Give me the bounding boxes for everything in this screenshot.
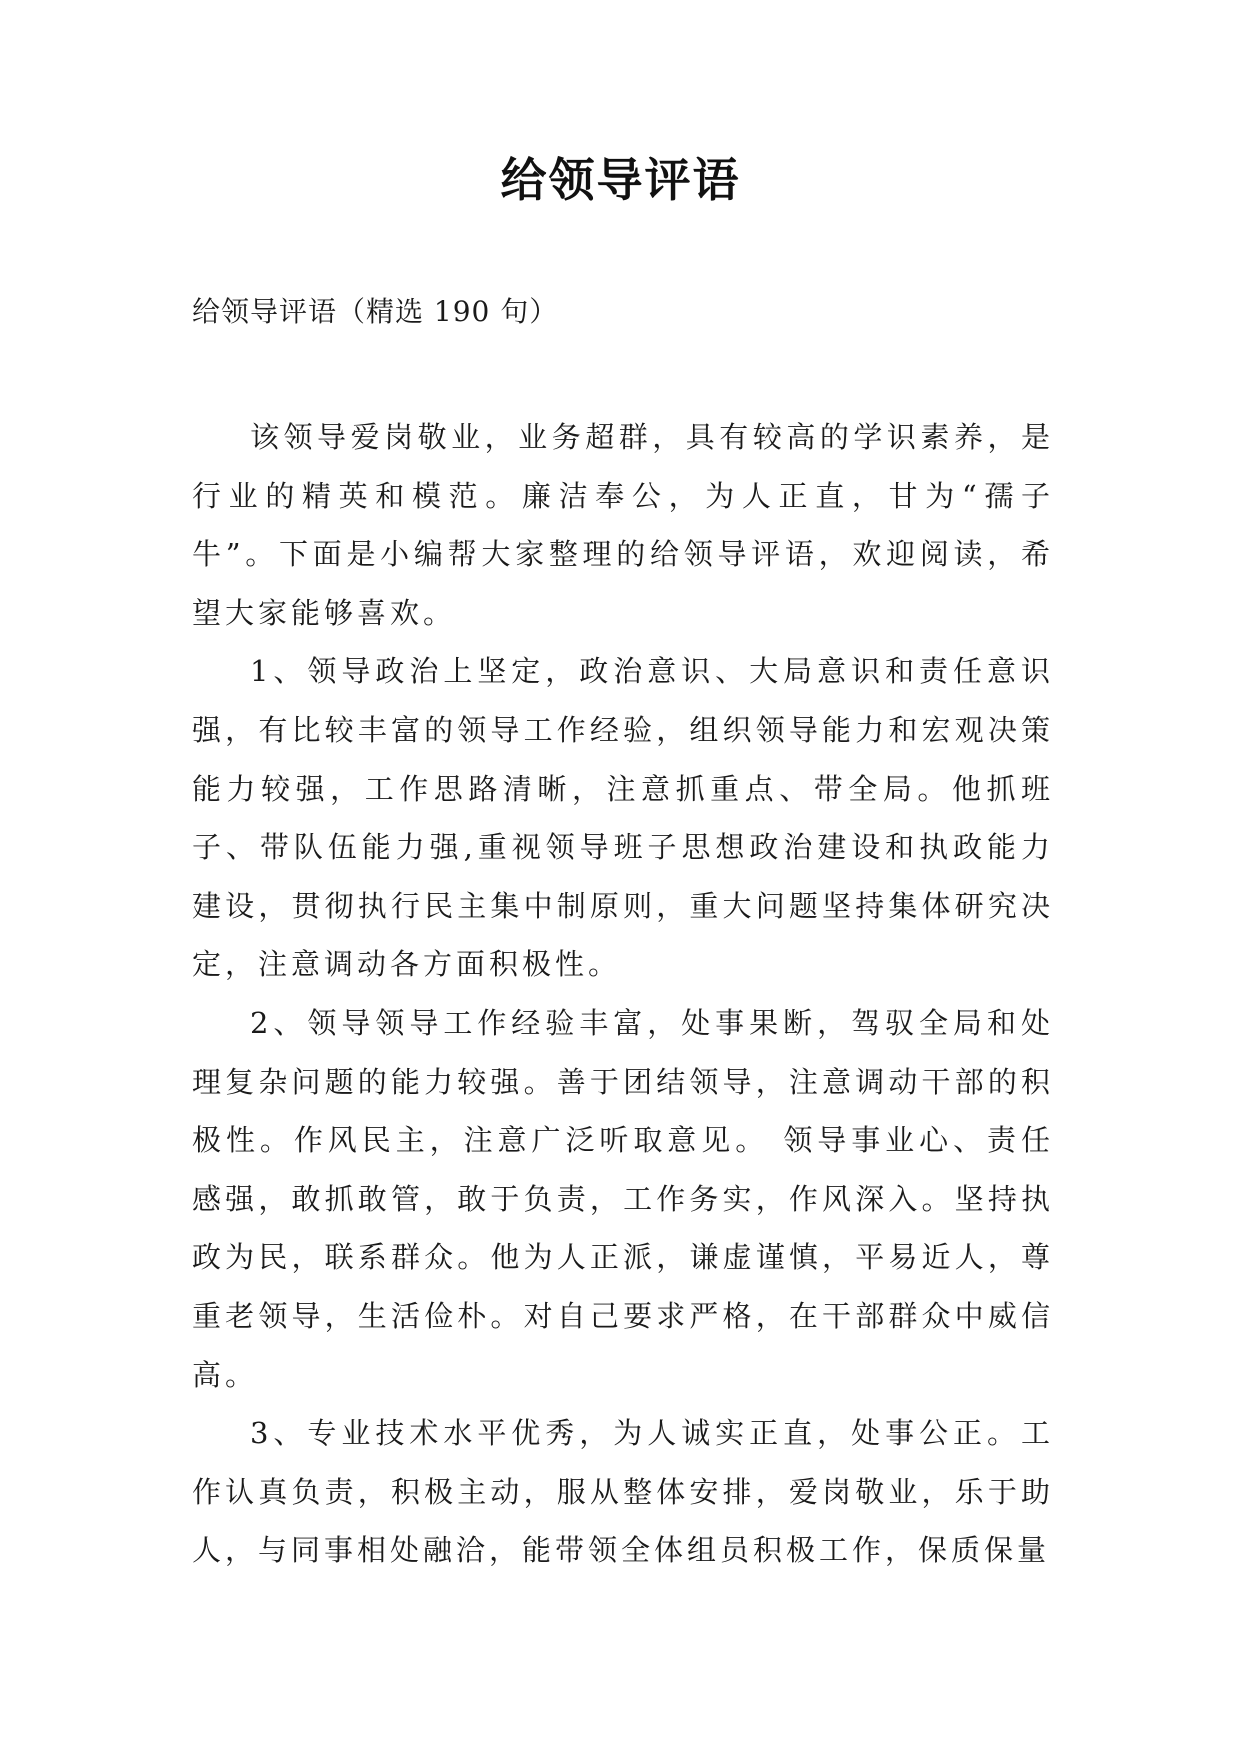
document-body bbox=[192, 408, 1054, 1580]
document-subtitle: 给领导评语（精选 190 句） bbox=[192, 295, 559, 328]
paragraph-item-2: 2、领导领导工作经验丰富，处事果断，驾驭全局和处理复杂问题的能力较强。善于团结领导，注意调动干部的积极性。作风民主，注意广泛听取意见。 领导事业心、责任感强，敢抓敢管，敢于负责，工作务实，作风深入。坚持执政为民，联系群众。他为人正派，谦虚谨慎，平易近人，尊重老领导，生活俭朴。对自己要求严格，在干部群众中威信高。 bbox=[192, 1005, 1054, 1392]
paragraph-intro: 该领导爱岗敬业，业务超群，具有较高的学识素养，是行业的精英和模范。廉洁奉公，为人正直，甘为“孺子牛”。下面是小编帮大家整理的给领导评语，欢迎阅读，希望大家能够喜欢。 bbox=[192, 420, 1054, 630]
document-title: 给领导评语 bbox=[500, 153, 741, 207]
paragraph-item-1: 1、领导政治上坚定，政治意识、大局意识和责任意识强，有比较丰富的领导工作经验，组织领导能力和宏观决策能力较强，工作思路清晰，注意抓重点、带全局。他抓班子、带队伍能力强,重视领导班子思想政治建设和执政能力建设，贯彻执行民主集中制原则，重大问题坚持集体研究决定，注意调动各方面积极性。 bbox=[192, 654, 1054, 982]
paragraph-item-3: 3、专业技术水平优秀，为人诚实正直，处事公正。工作认真负责，积极主动，服从整体安排，爱岗敬业，乐于助人，与同事相处融洽，能带领全体组员积极工作，保质保量 bbox=[192, 1416, 1054, 1568]
